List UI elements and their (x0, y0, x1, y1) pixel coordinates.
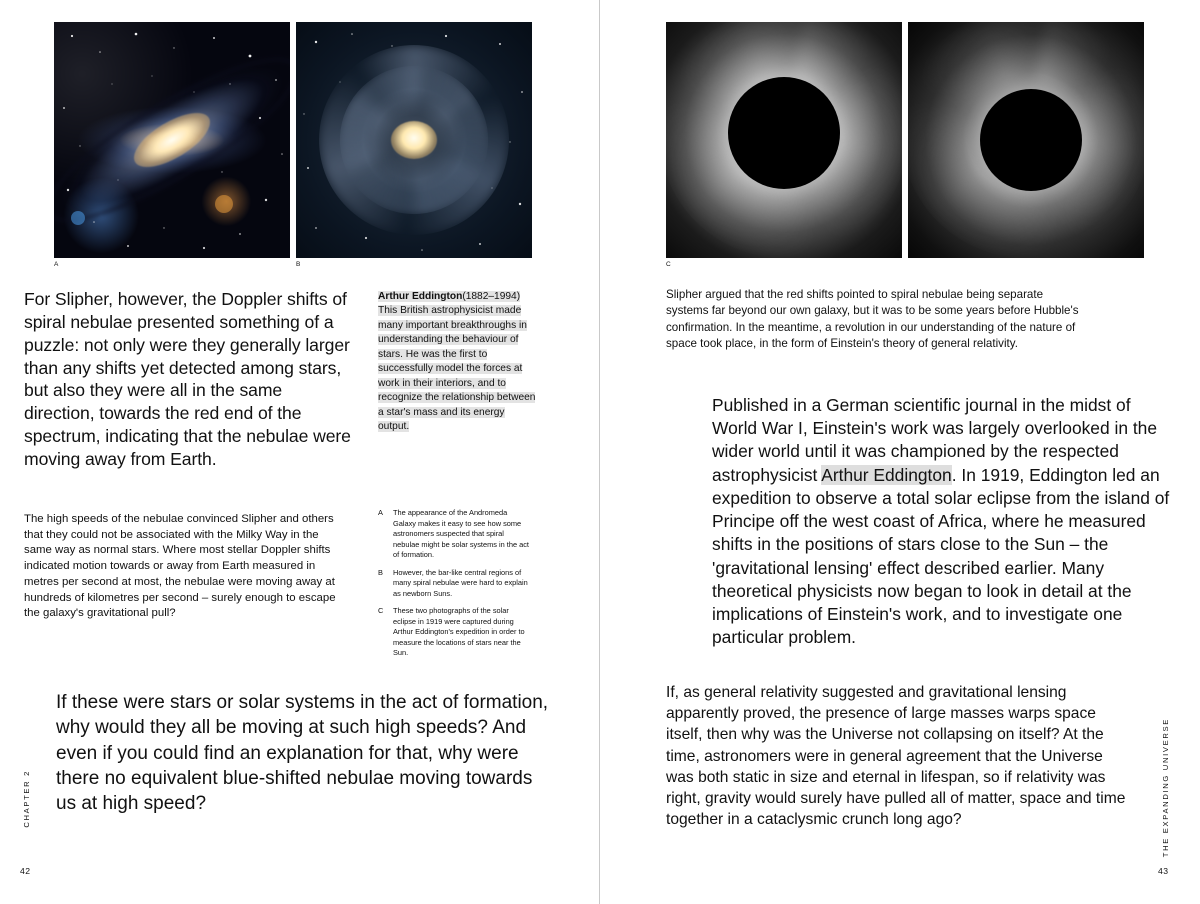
spiral-galaxy-image (296, 22, 532, 258)
figure-c-right (908, 22, 1144, 258)
right-folio: 43 (1158, 866, 1169, 876)
footnote-a (378, 508, 530, 561)
side-note-eddington (378, 290, 536, 435)
footnote-b-text: However, the bar-like central regions of many spiral nebulae were hard to explain as newborn Suns. (393, 567, 528, 598)
figure-c-left (666, 22, 902, 268)
solar-eclipse-image-right (908, 22, 1144, 258)
footnote-b (378, 568, 530, 600)
left-running-head: CHAPTER 2 (22, 770, 31, 828)
figure-b-label: B (296, 261, 301, 268)
footnote-a-label: A (378, 508, 383, 517)
right-figure-row (666, 22, 1144, 268)
footnote-list (378, 508, 530, 666)
side-note-dates: (1882–1994) (462, 291, 521, 302)
footnote-c (378, 606, 530, 659)
footnote-c-text: These two photographs of the solar eclipse in 1919 were captured during Arthur Eddington's expedition in order to measure the locations of stars near the Sun. (393, 606, 525, 658)
figure-b (296, 22, 532, 268)
side-note-name: Arthur Eddington (378, 291, 463, 302)
figure-a-label: A (54, 261, 59, 268)
footnote-c-label: C (378, 606, 384, 616)
left-pull-quote: If these were stars or solar systems in the act of formation, why would they all be moving at such high speeds? And even if you could find an explanation for that, why were there no equivalent blue-shifted nebulae moving towards us at high speed? (56, 692, 549, 815)
right-final-paragraph: If, as general relativity suggested and gravitational lensing apparently proved, the presence of large masses warps space itself, then why was the Universe not collapsing on itself? At the time, astronomers were in general agreement that the Universe was both static in size and eternal in lifespan, so if relativity was right, gravity would surely have pulled all of matter, space and time together in a cataclysmic crunch long ago? (666, 684, 1126, 829)
figure-a (54, 22, 290, 268)
right-intro-paragraph: Slipher argued that the red shifts pointed to spiral nebulae being separate systems far beyond our own galaxy, but it was to be some years before Hubble's confirmation. In the meantime, a revolution in our understanding of the nature of space took place, in the form of Einstein's theory of general relativity. (666, 288, 1079, 351)
solar-eclipse-image-left (666, 22, 902, 258)
left-folio: 42 (20, 866, 31, 876)
main-paragraph-before: Published in a German scientific journal in the midst of World War I, Einstein's work was largely overlooked in the wider world until it was championed by the respected astrophysicist (712, 395, 1158, 485)
right-page (600, 0, 1200, 904)
figure-c-label: C (666, 261, 671, 268)
star-field-icon (296, 22, 532, 258)
star-field-icon (54, 22, 290, 258)
right-main-paragraph (712, 394, 1172, 650)
left-body-paragraph: The high speeds of the nebulae convinced Slipher and others that they could not be associated with the Milky Way in the same way as normal stars. Where most stellar Doppler shifts indicated motion towards or away from Earth measured in metres per second at most, the nebulae were moving away at hundreds of kilometres per second – surely enough to escape the galaxy's gravitational pull? (24, 513, 336, 620)
footnote-b-label: B (378, 567, 383, 577)
right-running-head: THE EXPANDING UNIVERSE (1161, 718, 1170, 858)
andromeda-galaxy-image (54, 22, 290, 258)
eddington-highlight: Arthur Eddington (821, 464, 952, 485)
main-paragraph-after: . In 1919, Eddington led an expedition to observe a total solar eclipse from the island of Principe off the west coast of Africa, where he measured shifts in the positions of stars close to the Sun – the 'gravitational lensing' effect described earlier. Many theoretical physicists now began to look in detail at the implications of Einstein's work, and to investigate one particular problem. (712, 464, 1170, 648)
left-lead-paragraph: For Slipher, however, the Doppler shifts of spiral nebulae presented something of a puzzle: not only were they generally larger than any shifts yet detected among stars, but also they were all in the same direction, towards the red end of the spectrum, indicating that the nebulae were moving away from Earth. (24, 289, 351, 470)
left-figure-row (54, 22, 532, 268)
footnote-a-text: The appearance of the Andromeda Galaxy makes it easy to see how some astronomers suspected that spiral nebulae might be solar systems in the act of formation. (393, 508, 529, 560)
side-note-text: This British astrophysicist made many important breakthroughs in understanding the behaviour of stars. He was the first to successfully model the forces at work in their interiors, and to recognize the relationship between a star's mass and its energy output. (378, 305, 536, 433)
